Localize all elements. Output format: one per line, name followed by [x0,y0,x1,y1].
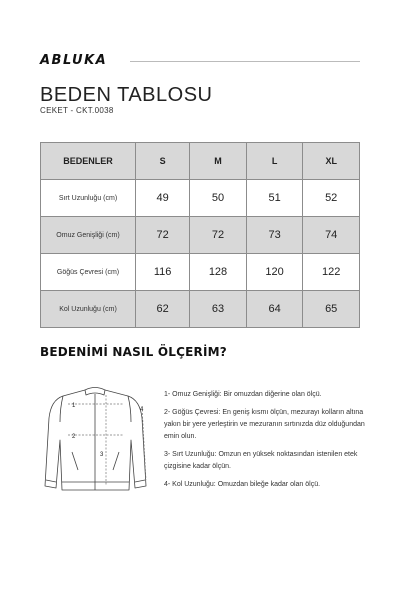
page-title: BEDEN TABLOSU [40,84,213,106]
table-header-row [41,143,360,180]
marker-chest: 2 [72,434,76,440]
note-sleeve: 4- Kol Uzunluğu: Omuzdan bileğe kadar olan ölçü. [164,481,321,488]
table-cell: 49 [136,180,190,217]
table-cell: 65 [303,291,360,328]
column-header: BEDENLER [41,143,136,180]
measure-lines [68,395,146,486]
note-chest: 2- Göğüs Çevresi: En geniş kısmı ölçün, mezurayı kolların altına yakın bir yere yerleştirin ve mezuranın sırtınızda düz olduğundan emin olun. [164,409,365,440]
brand-logo: ABLUKA [40,53,108,68]
table-row [41,217,360,254]
table-cell: 64 [246,291,303,328]
table-cell: 62 [136,291,190,328]
measurement-notes [164,389,374,497]
note-back: 3- Sırt Uzunluğu: Omzun en yüksek noktasından istenilen etek çizgisine kadar ölçün. [164,451,358,470]
measure-markers [72,403,144,458]
size-table [40,142,360,328]
marker-sleeve: 4 [140,407,144,413]
column-header: XL [303,143,360,180]
table-row [41,291,360,328]
row-label: Omuz Genişliği (cm) [41,217,136,254]
table-row [41,180,360,217]
column-header: S [136,143,190,180]
table-cell: 72 [136,217,190,254]
table-cell: 50 [190,180,247,217]
table-cell: 52 [303,180,360,217]
table-cell: 74 [303,217,360,254]
table-cell: 122 [303,254,360,291]
row-label: Sırt Uzunluğu (cm) [41,180,136,217]
column-header: M [190,143,247,180]
table-cell: 63 [190,291,247,328]
jacket-outline [45,388,146,491]
note-shoulder: 1- Omuz Genişliği: Bir omuzdan diğerine olan ölçü. [164,391,322,398]
marker-back: 3 [100,452,104,458]
table-row [41,254,360,291]
column-header: L [246,143,303,180]
table-cell: 73 [246,217,303,254]
table-cell: 128 [190,254,247,291]
howto-heading: BEDENİMİ NASIL ÖLÇERİM? [40,345,227,359]
row-label: Göğüs Çevresi (cm) [41,254,136,291]
table-cell: 72 [190,217,247,254]
product-code: CEKET - CKT.0038 [40,106,114,115]
table-cell: 51 [246,180,303,217]
jacket-diagram [38,378,153,508]
header-divider [130,61,360,62]
row-label: Kol Uzunluğu (cm) [41,291,136,328]
table-cell: 116 [136,254,190,291]
marker-shoulder: 1 [72,403,76,409]
table-cell: 120 [246,254,303,291]
